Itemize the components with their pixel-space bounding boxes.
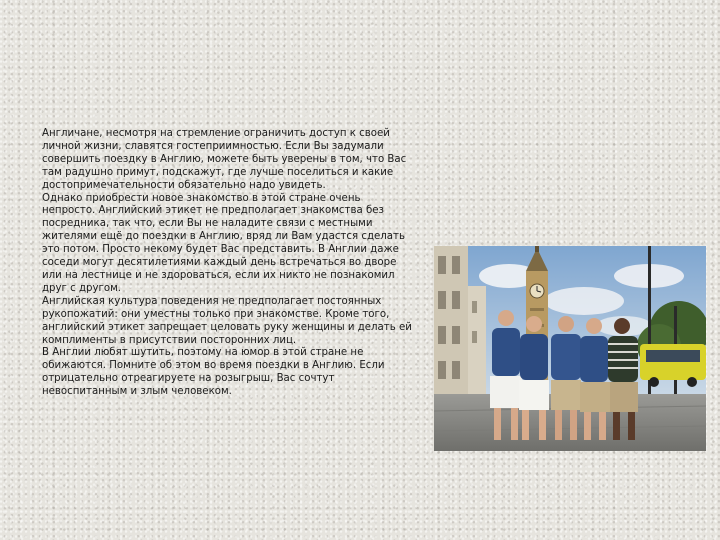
paragraph-acquaintance: Однако приобрести новое знакомство в этой стране очень непросто. Английский этикет не предполагает знакомства без посредника, так что, если Вы не наладите связи с местными жителями ещё до поездки в Англию, вряд ли Вам удастся сделать это потом. Просто некому будет Вас представить. В Англии даже соседи могут десятилетиями каждый день встречаться во дворе или на лестнице и не здороваться, если их никто не познакомил друг с другом. [42,192,405,294]
group-photo-big-ben [434,246,706,451]
group-photo-big-ben-icon [434,246,706,451]
paragraph-humor: В Англии любят шутить, поэтому на юмор в этой стране не обижаются. Помните об этом во время поездки в Англию. Если отрицательно отреагируете на розыгрыш, Вас сочтут невоспитанным и злым человеком. [42,347,385,398]
paragraph-hospitality: Англичане, несмотря на стремление ограничить доступ к своей личной жизни, славятся гостеприимностью. Если Вы задумали совершить поездку в Англию, можете быть уверены в том, что Вас там радушно примут, подскажут, где лучше поселиться и какие достопримечательности обязательно надо увидеть. [42,128,407,191]
paragraph-handshakes: Английская культура поведения не предполагает постоянных рукопожатий: они уместны только при знакомстве. Кроме того, английский этикет запрещает целовать руку женщины и делать ей комплименты в присутствии посторонних лиц. [42,295,412,346]
body-text [42,128,416,399]
